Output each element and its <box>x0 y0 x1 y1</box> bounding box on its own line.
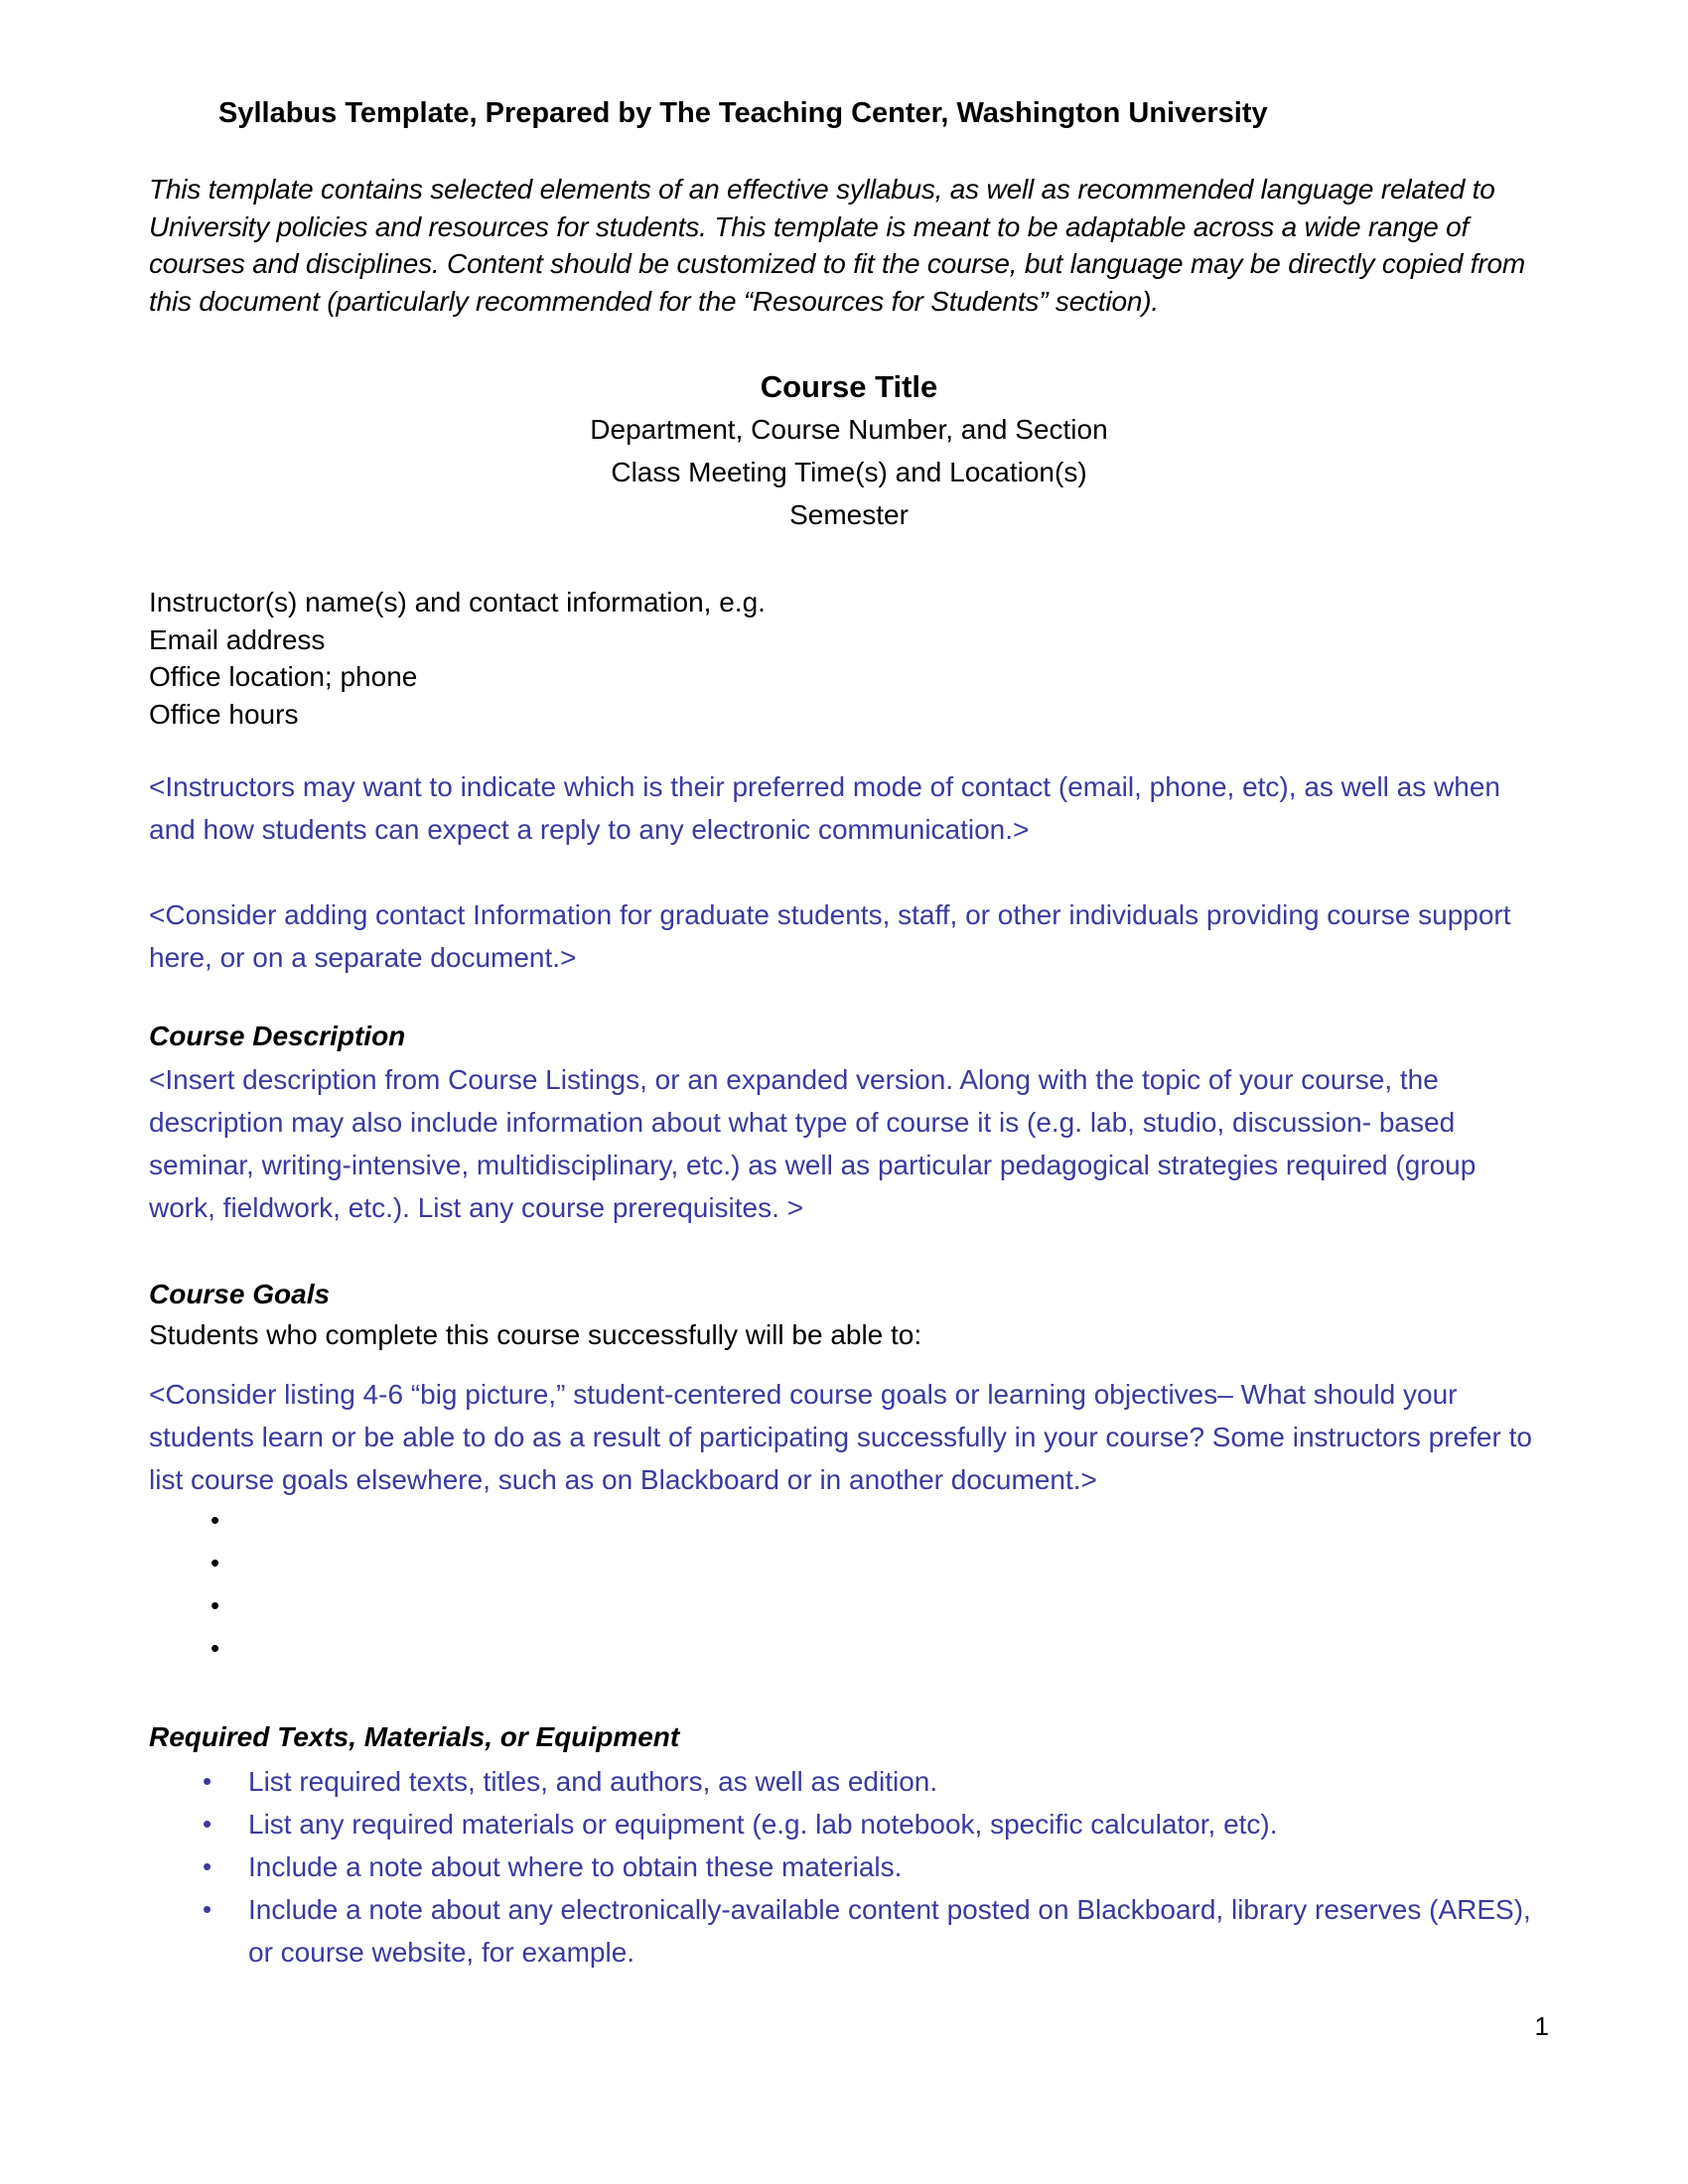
contact-email: Email address <box>149 623 326 655</box>
course-department-line: Department, Course Number, and Section <box>590 414 1108 445</box>
required-materials-list <box>149 1760 1549 1974</box>
document-title: Syllabus Template, Prepared by The Teaching Center, Washington University <box>218 97 1268 129</box>
contact-office: Office location; phone <box>149 661 418 692</box>
list-item <box>149 1845 1549 1888</box>
list-item <box>149 1803 1549 1845</box>
list-item-text: List any required materials or equipment (e.g. lab notebook, specific calculator, etc). <box>248 1809 1278 1840</box>
course-goals-note: <Consider listing 4-6 “big picture,” student-centered course goals or learning objectives– What should your students learn or be able to do as a result of participating successfully in your course? Some instructors prefer to list course goals elsewhere, such as on Blackboard or in another document.> <box>149 1379 1532 1495</box>
list-item <box>149 1888 1549 1974</box>
goal-bullet: • <box>211 1590 220 1620</box>
list-item <box>149 1760 1549 1803</box>
goal-bullet: • <box>211 1548 220 1577</box>
course-goals-intro: Students who complete this course successfully will be able to: <box>149 1319 922 1350</box>
bullet-icon: • <box>203 1894 212 1924</box>
bullet-icon: • <box>203 1766 212 1796</box>
course-support-note: <Consider adding contact Information for graduate students, staff, or other individuals providing course support here, or on a separate document.> <box>149 899 1511 973</box>
intro-paragraph: This template contains selected elements of an effective syllabus, as well as recommended language related to University policies and resources for students. This template is meant to be adaptable across a wide range of courses and disciplines. Content should be customized to fit the course, but language may be directly copied from this document (particularly recommended for the “Resources for Students” section). <box>149 174 1525 317</box>
list-item-text: List required texts, titles, and authors, as well as edition. <box>248 1766 938 1797</box>
course-meeting-line: Class Meeting Time(s) and Location(s) <box>611 457 1087 487</box>
course-description-heading: Course Description <box>149 1021 406 1051</box>
bullet-icon: • <box>203 1809 212 1839</box>
course-semester-line: Semester <box>789 499 909 530</box>
course-title: Course Title <box>760 369 938 404</box>
page-number: 1 <box>1534 2011 1549 2041</box>
required-materials-heading: Required Texts, Materials, or Equipment <box>149 1721 680 1752</box>
contact-hours: Office hours <box>149 698 299 730</box>
goal-bullet: • <box>211 1633 220 1663</box>
list-item-text: Include a note about any electronically-available content posted on Blackboard, library reserves (ARES), or course website, for example. <box>248 1894 1531 1968</box>
course-goals-heading: Course Goals <box>149 1279 331 1309</box>
bullet-icon: • <box>203 1851 212 1881</box>
contact-intro: Instructor(s) name(s) and contact information, e.g. <box>149 587 766 617</box>
course-goals-bullet-list <box>211 1499 250 1670</box>
goal-bullet: • <box>211 1505 220 1535</box>
contact-mode-note: <Instructors may want to indicate which is their preferred mode of contact (email, phone, etc), as well as when and how students can expect a reply to any electronic communication.> <box>149 771 1500 845</box>
course-description-text: <Insert description from Course Listings, or an expanded version. Along with the topic of your course, the description may also include information about what type of course it is (e.g. lab, studio, discussion- based seminar, writing-intensive, multidisciplinary, etc.) as well as particular pedagogical strategies required (group work, fieldwork, etc.). List any course prerequisites. > <box>149 1064 1477 1223</box>
list-item-text: Include a note about where to obtain these materials. <box>248 1851 903 1882</box>
instructor-contact-block <box>149 584 1549 733</box>
